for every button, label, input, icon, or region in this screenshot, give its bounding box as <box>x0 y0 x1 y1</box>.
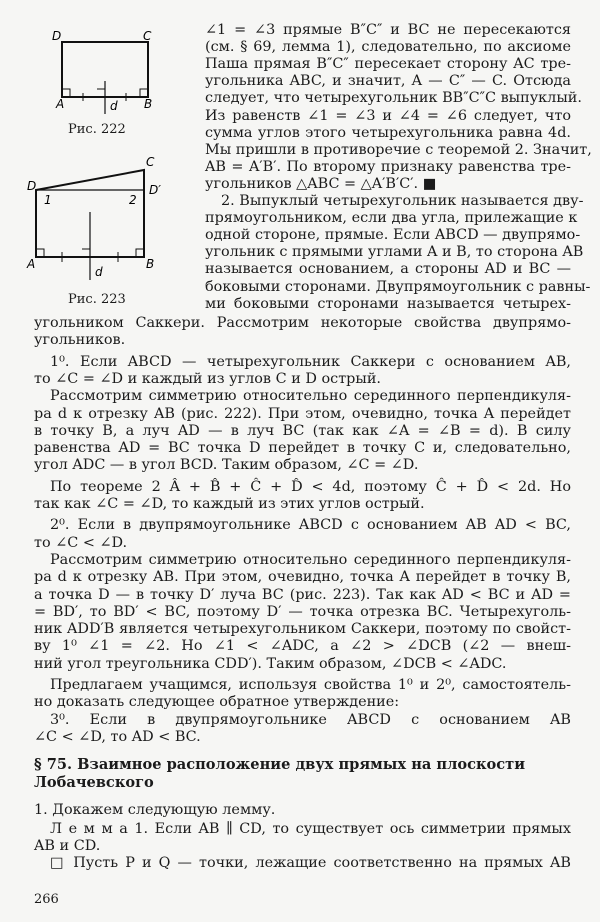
text-line: Рассмотрим симметрию относительно серединного перпендикуля- <box>50 388 571 405</box>
label-a: A <box>56 97 65 111</box>
label-b: B <box>146 257 155 271</box>
text-line: Предлагаем учащимся, используя свойства 1⁰ и 2⁰, самостоятель- <box>50 677 571 693</box>
text-line: (см. § 69, лемма 1), следовательно, по аксиоме <box>205 39 571 56</box>
text-line: ∠1 = ∠3 прямые B″C″ и BC не пересекаются <box>205 22 571 38</box>
text-line: ми боковыми сторонами называется четырех- <box>205 295 571 312</box>
caption-223: Рис. 223 <box>68 292 126 307</box>
figure-222-drawing <box>26 26 166 116</box>
text-line: AB и CD. <box>34 838 101 854</box>
text-line: = BD′, то BD′ < BC, поэтому D′ — точка отрезка BC. Четырехуголь- <box>34 603 571 620</box>
text-line: 3⁰. Если в двупрямоугольнике ABCD с основанием AB <box>50 711 571 728</box>
text-line: называется основанием, а стороны AD и BC — <box>205 261 571 278</box>
label-a: A <box>27 257 36 271</box>
text-line: сумма углов этого четырехугольника равна 4d. <box>205 124 571 141</box>
text-line: По теореме 2 Â + B̂ + Ĉ + D̂ < 4d, поэтому Ĉ + D̂ < 2d. Но <box>50 478 571 495</box>
text-line: так как ∠C = ∠D, то каждый из этих углов острый. <box>34 496 425 512</box>
right-angle-a <box>62 89 70 97</box>
text-line: угол ADC — в угол BCD. Таким образом, ∠C = ∠D. <box>34 457 419 474</box>
figure-222 <box>26 26 166 116</box>
label-b: B <box>144 97 153 111</box>
text-line: □ Пусть P и Q — точки, лежащие соответственно на прямых AB <box>50 855 571 871</box>
label-d-axis: d <box>110 99 118 113</box>
figure-223-drawing <box>26 152 171 284</box>
label-d: D <box>52 29 62 43</box>
label-d-axis: d <box>95 265 103 279</box>
text-line: боковыми сторонами. Двупрямоугольник с равны- <box>205 278 591 295</box>
label-c: C <box>143 29 152 43</box>
label-d-prime: D′ <box>149 183 161 197</box>
text-line: в точку B, а луч AD — в луч BC (так как ∠A = ∠B = d). В силу <box>34 422 571 439</box>
text-line: ний угол треугольника CDD′). Таким образом, ∠DCB < ∠ADC. <box>34 655 507 672</box>
text-line: следует, что четырехугольник BB″C″C выпуклый. <box>205 90 582 107</box>
right-angle-b <box>140 89 148 97</box>
text-line: то ∠C < ∠D. <box>34 534 128 551</box>
text-line: угольников △ABC = △A′B′C′. ■ <box>205 175 437 192</box>
text-line: 1⁰. Если ABCD — четырехугольник Саккери с основанием AB, <box>50 353 571 370</box>
page-number: 266 <box>34 892 59 907</box>
text-line: одной стороне, прямые. Если ABCD — двупрямо- <box>205 227 581 244</box>
text-line: Из равенств ∠1 = ∠3 и ∠4 = ∠6 следует, что <box>205 107 571 124</box>
text-line: Мы пришли в противоречие с теоремой 2. Значит, <box>205 141 592 158</box>
label-angle-2: 2 <box>129 193 137 207</box>
text-line: Л е м м а 1. Если AB ∥ CD, то существует ось симметрии прямых <box>50 821 571 837</box>
text-line: то ∠C = ∠D и каждый из углов C и D острый. <box>34 370 381 387</box>
text-line: прямоугольником, если два угла, прилежащие к <box>205 210 578 227</box>
text-line: ник ADD′B является четырехугольником Саккери, поэтому по свойст- <box>34 621 571 638</box>
label-c: C <box>146 155 155 169</box>
text-line: 2⁰. Если в двупрямоугольнике ABCD с основанием AB AD < BC, <box>50 517 571 534</box>
text-line: угольников. <box>34 332 126 349</box>
text-line: 2. Выпуклый четырехугольник называется дву- <box>221 193 584 209</box>
text-line: но доказать следующее обратное утверждение: <box>34 694 400 711</box>
text-line: Рассмотрим симметрию относительно серединного перпендикуля- <box>50 551 571 568</box>
text-line: 1. Докажем следующую лемму. <box>34 802 276 818</box>
text-line: ра d к отрезку AB (рис. 222). При этом, очевидно, точка A перейдет <box>34 405 571 422</box>
section-title-line2: Лобачевского <box>34 774 154 791</box>
text-line: ∠C < ∠D, то AD < BC. <box>34 728 201 745</box>
right-angle-a <box>36 249 44 257</box>
label-angle-1: 1 <box>44 193 52 207</box>
text-line: ра d к отрезку AB. При этом, очевидно, точка A перейдет в точку B, <box>34 569 571 586</box>
section-title-line1: § 75. Взаимное расположение двух прямых на плоскости <box>34 756 526 773</box>
label-d: D <box>27 179 37 193</box>
text-line: угольника ABC, и значит, A — C″ — C. Отсюда <box>205 73 571 90</box>
text-line: угольник с прямыми углами A и B, то сторона AB <box>205 244 584 261</box>
text-line: равенства AD = BC точка D перейдет в точку C и, следовательно, <box>34 440 571 457</box>
text-line: Паша прямая B″C″ пересекает сторону AC тре- <box>205 56 571 73</box>
figure-223 <box>26 152 171 284</box>
text-line: AB = A′B′. По второму признаку равенства тре- <box>205 158 571 175</box>
text-line: ву 1⁰ ∠1 = ∠2. Но ∠1 < ∠ADC, а ∠2 > ∠DCB (∠2 — внеш- <box>34 638 571 655</box>
right-angle-b <box>136 249 144 257</box>
text-line: угольником Саккери. Рассмотрим некоторые свойства двупрямо- <box>34 315 571 331</box>
caption-222: Рис. 222 <box>68 122 126 137</box>
text-line: а точка D — в точку D′ луча BC (рис. 223). Так как AD < BC и AD = <box>34 586 571 603</box>
